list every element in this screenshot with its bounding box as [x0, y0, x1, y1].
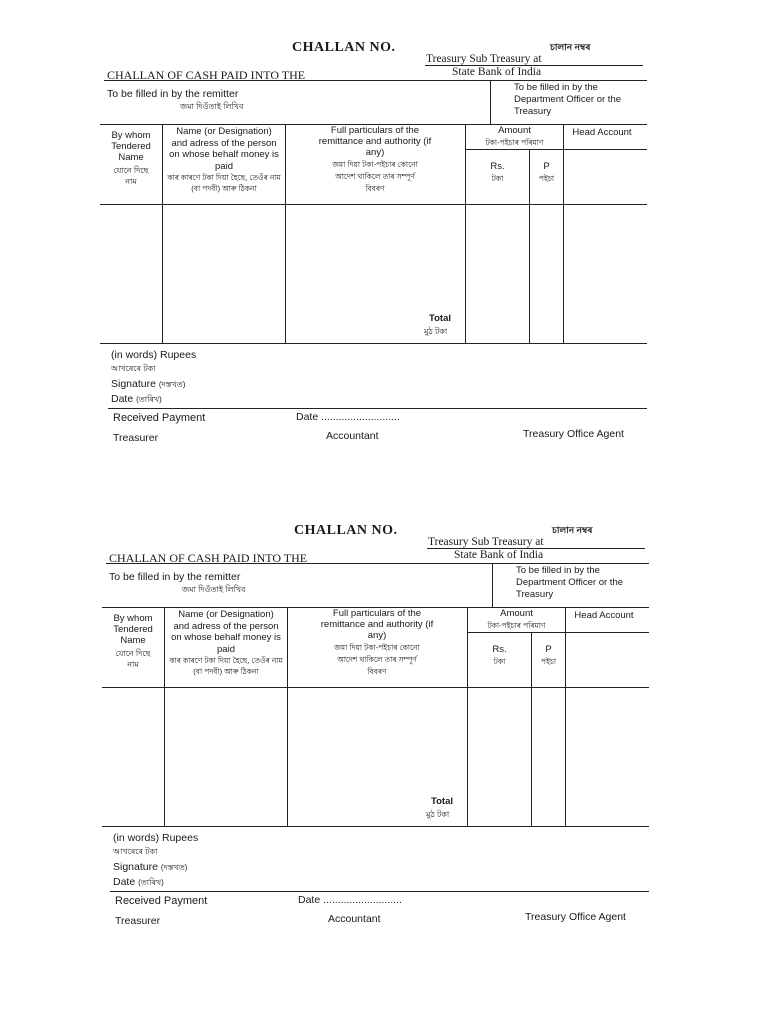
received-payment-label: Received Payment: [115, 895, 208, 907]
amount-in-words-field[interactable]: [217, 830, 647, 846]
col-header-by-whom: [100, 130, 162, 187]
amount-sub-rule: [466, 149, 647, 150]
footer-rule: [110, 891, 649, 892]
header-rule: [104, 80, 647, 81]
col-header-head-account: Head Account: [572, 127, 632, 138]
received-date-field[interactable]: [327, 893, 412, 907]
in-words-label: (in words) Rupees: [111, 349, 197, 361]
by-whom-cell[interactable]: [103, 688, 164, 826]
particulars-label: Full particulars of the remittance and authority (if any): [320, 608, 434, 641]
in-words-label: (in words) Rupees: [113, 832, 199, 844]
remitter-instruction: To be filled in by the remitter: [107, 88, 239, 100]
officer-instruction: To be filled in by the Department Officer or the Treasury: [514, 82, 622, 117]
by-whom-cell[interactable]: [101, 205, 162, 343]
challan-title-bengali: চালান নম্বৰ: [552, 525, 593, 535]
col-header-rs: [468, 644, 531, 667]
by-whom-label-bengali: যোনে দিছে নাম: [115, 649, 151, 669]
rupees-cell[interactable]: [466, 205, 529, 343]
treasury-line: Treasury Sub Treasury at: [426, 53, 542, 65]
bank-line: State Bank of India: [452, 66, 542, 78]
received-date-field[interactable]: [325, 410, 410, 424]
challan-title: CHALLAN NO.: [292, 40, 396, 55]
by-whom-label-bengali: যোনে দিছে নাম: [113, 166, 149, 186]
treasury-agent-label: Treasury Office Agent: [525, 911, 626, 923]
amount-label: Amount: [498, 125, 531, 136]
col-header-by-whom: [102, 613, 164, 670]
treasury-agent-label: Treasury Office Agent: [523, 428, 624, 440]
particulars-label-bengali: জমা দিয়া টকা-পইচাৰ কোনো আদেশ থাকিলে তাৰ সম্পূৰ্ণ বিবৰণ: [334, 643, 420, 676]
treasurer-label: Treasurer: [113, 432, 159, 444]
col-header-particulars: [295, 125, 455, 195]
head-account-cell[interactable]: [566, 688, 649, 826]
date-label-bengali: (তাৰিখ): [136, 395, 162, 404]
p-label-bengali: পইচা: [540, 657, 557, 666]
signature-label-bengali: (দস্তখত): [160, 863, 188, 872]
table-bottom-rule: [102, 826, 649, 827]
remitter-instruction-bengali: জমা দিওঁতাই লিখিব: [182, 585, 246, 594]
rs-label: Rs.: [490, 161, 505, 172]
header-rule: [106, 563, 649, 564]
treasury-line: Treasury Sub Treasury at: [428, 536, 544, 548]
rupees-cell[interactable]: [468, 688, 531, 826]
date-label: [113, 876, 164, 888]
signature-label-bengali: (দস্তখত): [158, 380, 186, 389]
officer-instruction: To be filled in by the Department Officer or the Treasury: [516, 565, 624, 600]
col-header-head-account: Head Account: [574, 610, 634, 621]
remitter-instruction: To be filled in by the remitter: [109, 571, 241, 583]
rs-label-bengali: টকা: [493, 657, 506, 666]
accountant-label: Accountant: [326, 430, 379, 442]
col-header-particulars: [297, 608, 457, 678]
amount-label-bengali: টকা-পইচাৰ পৰিমাণ: [485, 138, 544, 147]
amount-in-words-field[interactable]: [215, 347, 645, 363]
col-header-amount: [466, 125, 563, 148]
total-label: Total: [431, 796, 453, 807]
signature-text: Signature: [113, 861, 158, 873]
name-label: Name (or Designation) and adress of the person on whose behalf money is paid: [171, 609, 281, 655]
challan-title-bengali: চালান নম্বৰ: [550, 42, 591, 52]
remitter-instruction-bengali: জমা দিওঁতাই লিখিব: [180, 102, 244, 111]
in-words-label-bengali: আখৰেৰে টকা: [113, 847, 158, 856]
signature-field[interactable]: [207, 859, 647, 873]
col-header-paise: [530, 161, 563, 184]
paid-into-label: CHALLAN OF CASH PAID INTO THE: [109, 551, 308, 565]
signature-field[interactable]: [205, 376, 645, 390]
name-label: Name (or Designation) and adress of the person on whose behalf money is paid: [169, 126, 279, 172]
total-label: Total: [429, 313, 451, 324]
received-payment-label: Received Payment: [113, 412, 206, 424]
col-header-paise: [532, 644, 565, 667]
signature-label: [113, 861, 187, 873]
col-header-rs: [466, 161, 529, 184]
p-label: P: [543, 161, 550, 172]
name-label-bengali: কাৰ কাৰণে টকা দিয়া হৈছে, তেওঁৰ নাম (বা পদবী) আৰু ঠিকনা: [167, 173, 281, 193]
amount-sub-rule: [468, 632, 649, 633]
table-bottom-rule: [100, 343, 647, 344]
date-field[interactable]: [177, 874, 647, 888]
signature-text: Signature: [111, 378, 156, 390]
date-field[interactable]: [175, 391, 645, 405]
treasurer-label: Treasurer: [115, 915, 161, 927]
amount-label-bengali: টকা-পইচাৰ পৰিমাণ: [487, 621, 546, 630]
challan-form-1: [0, 34, 768, 474]
name-address-cell[interactable]: [165, 688, 287, 826]
accountant-label: Accountant: [328, 913, 381, 925]
signature-label: [111, 378, 185, 390]
by-whom-label: By whom Tendered Name: [111, 130, 151, 163]
particulars-label-bengali: জমা দিয়া টকা-পইচাৰ কোনো আদেশ থাকিলে তাৰ সম্পূৰ্ণ বিবৰণ: [332, 160, 418, 193]
paise-cell[interactable]: [532, 688, 565, 826]
particulars-label: Full particulars of the remittance and authority (if any): [318, 125, 432, 158]
paid-into-label: CHALLAN OF CASH PAID INTO THE: [107, 68, 306, 82]
received-date-label: Date ...........................: [298, 894, 402, 906]
date-text: Date: [113, 876, 136, 888]
challan-form-2: [2, 517, 768, 957]
name-address-cell[interactable]: [163, 205, 285, 343]
challan-title: CHALLAN NO.: [294, 523, 398, 538]
bank-line: State Bank of India: [454, 549, 544, 561]
rs-label: Rs.: [492, 644, 507, 655]
p-label: P: [545, 644, 552, 655]
total-label-bengali: মুঠ টকা: [424, 327, 448, 336]
date-label-bengali: (তাৰিখ): [138, 878, 164, 887]
name-label-bengali: কাৰ কাৰণে টকা দিয়া হৈছে, তেওঁৰ নাম (বা পদবী) আৰু ঠিকনা: [169, 656, 283, 676]
header-divider: [490, 80, 491, 124]
p-label-bengali: পইচা: [538, 174, 555, 183]
in-words-label-bengali: আখৰেৰে টকা: [111, 364, 156, 373]
paise-cell[interactable]: [530, 205, 563, 343]
rs-label-bengali: টকা: [491, 174, 504, 183]
col-header-amount: [468, 608, 565, 631]
amount-label: Amount: [500, 608, 533, 619]
total-label-bengali: মুঠ টকা: [426, 810, 450, 819]
by-whom-label: By whom Tendered Name: [113, 613, 153, 646]
date-text: Date: [111, 393, 134, 405]
col-header-name: [165, 609, 287, 677]
date-label: [111, 393, 162, 405]
head-account-cell[interactable]: [564, 205, 647, 343]
footer-rule: [108, 408, 647, 409]
col-header-name: [163, 126, 285, 194]
header-divider: [492, 563, 493, 607]
received-date-label: Date ...........................: [296, 411, 400, 423]
